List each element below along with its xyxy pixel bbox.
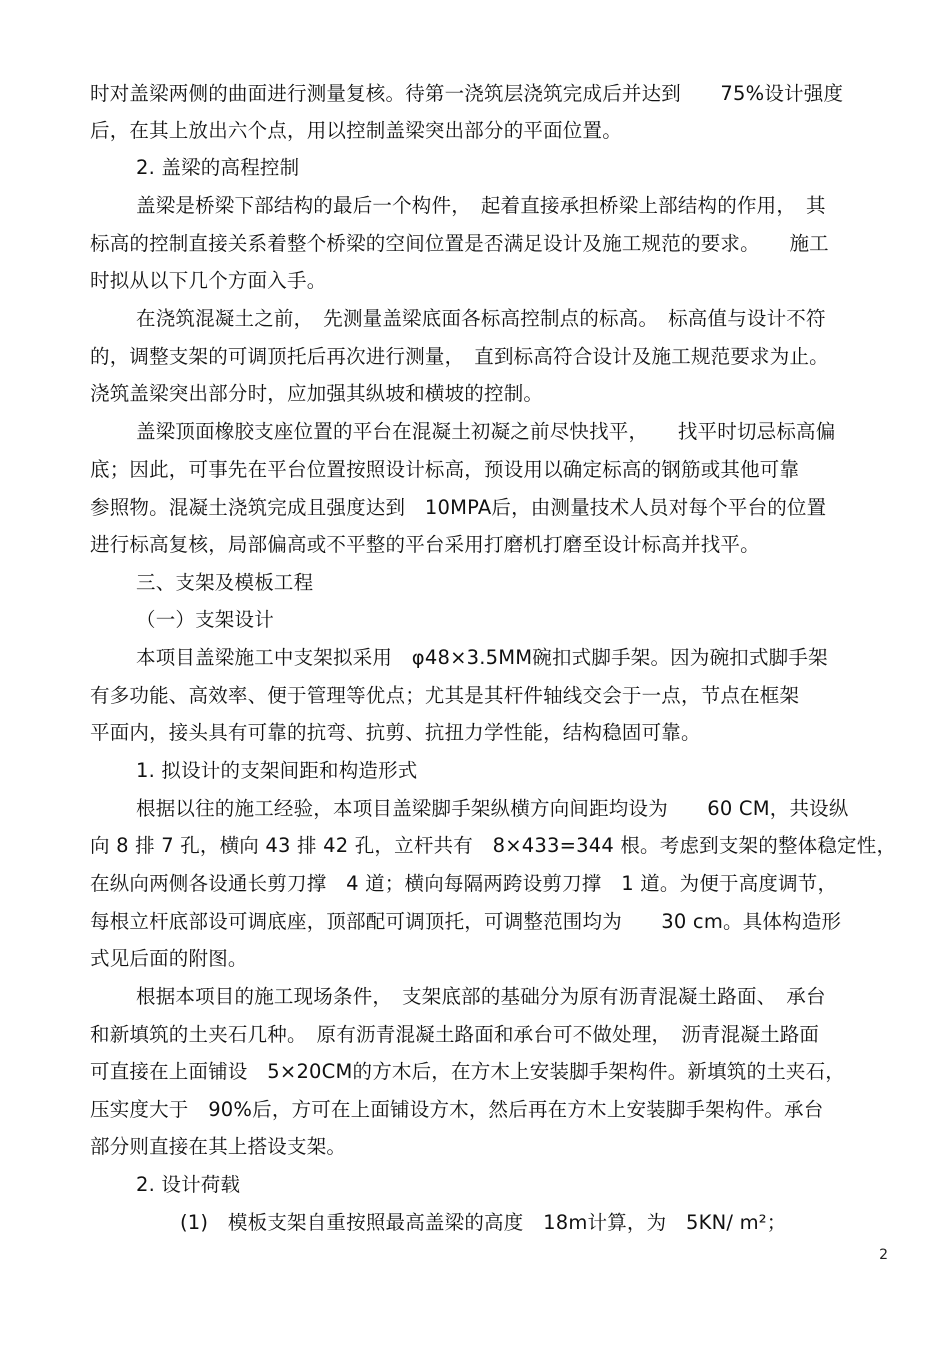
paragraph-line: 式见后面的附图。 (90, 947, 248, 970)
paragraph-line: 进行标高复核，局部偏高或不平整的平台采用打磨机打磨至设计标高并找平。 (90, 533, 760, 556)
paragraph-line: 盖梁是桥梁下部结构的最后一个构件， 起着直接承担桥梁上部结构的作用， 其 (136, 194, 826, 217)
paragraph-line: 根据本项目的施工现场条件， 支架底部的基础分为原有沥青混凝土路面、 承台 (136, 985, 826, 1008)
paragraph-line: 盖梁顶面橡胶支座位置的平台在混凝土初凝之前尽快找平， 找平时切忌标高偏 (136, 420, 836, 443)
section-heading: 1. 拟设计的支架间距和构造形式 (136, 759, 418, 782)
chapter-heading: 三、支架及模板工程 (136, 571, 314, 594)
section-heading: 2. 盖梁的高程控制 (136, 156, 300, 179)
paragraph-line: 标高的控制直接关系着整个桥梁的空间位置是否满足设计及施工规范的要求。 施工 (90, 232, 829, 255)
page-number: 2 (879, 1247, 888, 1263)
paragraph-line: 压实度大于 90%后，方可在上面铺设方木，然后再在方木上安装脚手架构件。承台 (90, 1098, 824, 1121)
paragraph-line: 在纵向两侧各设通长剪刀撑 4 道；横向每隔两跨设剪刀撑 1 道。为便于高度调节， (90, 872, 838, 895)
section-heading: （一）支架设计 (136, 608, 274, 631)
paragraph-line: 向 8 排 7 孔，横向 43 排 42 孔，立杆共有 8×433=344 根。考虑到支架的整体稳定性， (90, 834, 897, 857)
paragraph-line: 的，调整支架的可调顶托后再次进行测量， 直到标高符合设计及施工规范要求为止。 (90, 345, 829, 368)
paragraph-line: 部分则直接在其上搭设支架。 (90, 1135, 347, 1158)
paragraph-line: 根据以往的施工经验，本项目盖梁脚手架纵横方向间距均设为 60 CM，共设纵 (136, 797, 849, 820)
paragraph-line: 底；因此，可事先在平台位置按照设计标高，预设用以确定标高的钢筋或其他可靠 (90, 458, 800, 481)
paragraph-line: 参照物。混凝土浇筑完成且强度达到 10MPA后，由测量技术人员对每个平台的位置 (90, 496, 827, 519)
paragraph-line: 每根立杆底部设可调底座，顶部配可调顶托，可调整范围均为 30 cm。具体构造形 (90, 910, 842, 933)
paragraph-line: 浇筑盖梁突出部分时，应加强其纵坡和横坡的控制。 (90, 382, 544, 405)
paragraph-line: 有多功能、高效率、便于管理等优点；尤其是其杆件轴线交会于一点，节点在框架 (90, 684, 800, 707)
paragraph-line: 后，在其上放出六个点，用以控制盖梁突出部分的平面位置。 (90, 119, 622, 142)
paragraph-line: 平面内，接头具有可靠的抗弯、抗剪、抗扭力学性能，结构稳固可靠。 (90, 721, 701, 744)
paragraph-line: 本项目盖梁施工中支架拟采用 φ48×3.5MM碗扣式脚手架。因为碗扣式脚手架 (136, 646, 828, 669)
paragraph-line: 和新填筑的土夹石几种。 原有沥青混凝土路面和承台可不做处理， 沥青混凝土路面 (90, 1023, 820, 1046)
paragraph-line: 在浇筑混凝土之前， 先测量盖梁底面各标高控制点的标高。 标高值与设计不符 (136, 307, 826, 330)
list-item: (1) 模板支架自重按照最高盖梁的高度 18m计算，为 5KN/ m²； (180, 1211, 787, 1234)
paragraph-line: 可直接在上面铺设 5×20CM的方木后，在方木上安装脚手架构件。新填筑的土夹石， (90, 1060, 845, 1083)
paragraph-line: 时对盖梁两侧的曲面进行测量复核。待第一浇筑层浇筑完成后并达到 75%设计强度 (90, 82, 844, 105)
paragraph-line: 时拟从以下几个方面入手。 (90, 269, 327, 292)
section-heading: 2. 设计荷载 (136, 1173, 241, 1196)
